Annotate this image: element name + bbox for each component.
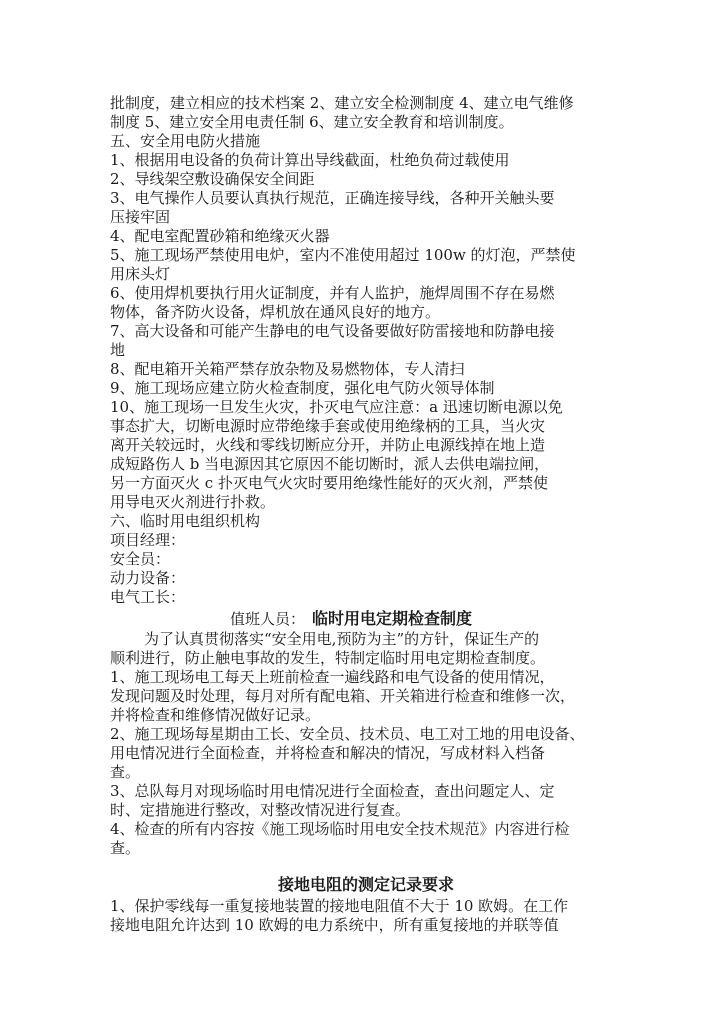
org-field-safety-officer: 安全员： — [110, 550, 171, 568]
text-line: 时、定措施进行整改，对整改情况进行复查。 — [110, 801, 411, 819]
text-line: 批制度，建立相应的技术档案 2、建立安全检测制度 4、建立电气维修 — [110, 94, 574, 112]
text-line: 4、检查的所有内容按《施工现场临时用电安全技术规范》内容进行检 — [110, 820, 570, 838]
text-line: 地 — [110, 341, 126, 359]
text-line: 查。 — [110, 839, 141, 857]
text-line: 物体，备齐防火设备，焊机放在通风良好的地方。 — [110, 303, 441, 321]
text-line: 制度 5、建立安全用电责任制 6、建立安全教育和培训制度。 — [110, 113, 514, 131]
text-line: 用导电灭火剂进行扑救。 — [110, 493, 276, 511]
text-line: 顺利进行，防止触电事故的发生，特制定临时用电定期检查制度。 — [110, 649, 546, 667]
text-line: 压接牢固 — [110, 208, 171, 226]
text-line: 4、配电室配置砂箱和绝缘灭火器 — [110, 227, 330, 245]
text-line: 9、施工现场应建立防火检查制度，强化电气防火领导体制 — [110, 379, 495, 397]
text-line: 用床头灯 — [110, 265, 171, 283]
grounding-section-title: 接地电阻的测定记录要求 — [277, 875, 454, 894]
text-line: 接地电阻允许达到 10 欧姆的电力系统中，所有重复接地的并联等值 — [110, 916, 559, 934]
text-line: 8、配电箱开关箱严禁存放杂物及易燃物体，专人清扫 — [110, 360, 465, 378]
text-line: 1、根据用电设备的负荷计算出导线截面，杜绝负荷过载使用 — [110, 151, 510, 169]
text-line: 1、保护零线每一重复接地装置的接地电阻值不大于 10 欧姆。在工作 — [110, 897, 569, 915]
org-field-electrical-foreman: 电气工长： — [110, 588, 186, 606]
section-heading: 六、临时用电组织机构 — [110, 512, 261, 530]
text-line: 5、施工现场严禁使用电炉，室内不准使用超过 100w 的灯泡，严禁使 — [110, 246, 576, 264]
text-line: 用电情况进行全面检查，并将检查和解决的情况，写成材料入档备 — [110, 744, 546, 762]
document-page — [110, 94, 622, 935]
text-line: 为了认真贯彻落实“安全用电,预防为主”的方针，保证生产的 — [144, 630, 540, 648]
text-line: 3、电气操作人员要认真执行规范，正确连接导线，各种开关触头要 — [110, 189, 555, 207]
text-line: 并将检查和维修情况做好记录。 — [110, 706, 321, 724]
text-block-inspection — [110, 630, 622, 858]
text-line: 发现问题及时处理，每月对所有配电箱、开关箱进行检查和维修一次， — [110, 687, 576, 705]
text-line: 3、总队每月对现场临时用电情况进行全面检查，查出问题定人、定 — [110, 782, 555, 800]
text-line: 2、导线架空敷设确保安全间距 — [110, 170, 315, 188]
text-line: 事态扩大，切断电源时应带绝缘手套或使用绝缘柄的工具，当火灾 — [110, 417, 546, 435]
text-line: 10、施工现场一旦发生火灾，扑灭电气应注意：a 迅速切断电源以免 — [110, 398, 563, 416]
duty-and-title-row — [110, 608, 622, 630]
org-field-power-equipment: 动力设备： — [110, 569, 186, 587]
text-line: 1、施工现场电工每天上班前检查一遍线路和电气设备的使用情况， — [110, 668, 555, 686]
inspection-section-title: 临时用电定期检查制度 — [312, 609, 473, 628]
text-block-grounding — [110, 897, 622, 935]
text-line: 6、使用焊机要执行用火证制度，并有人监护，施焊周围不存在易燃 — [110, 284, 555, 302]
text-line: 7、高大设备和可能产生静电的电气设备要做好防雷接地和防静电接 — [110, 322, 555, 340]
section-heading: 五、安全用电防火措施 — [110, 132, 261, 150]
org-field-duty-staff: 值班人员： — [230, 610, 306, 628]
text-block-safety-measures — [110, 94, 622, 607]
text-line: 2、施工现场每星期由工长、安全员、技术员、电工对工地的用电设备、 — [110, 725, 585, 743]
text-line: 离开关较远时，火线和零线切断应分开，并防止电源线掉在地上造 — [110, 436, 546, 454]
text-line: 另一方面灭火 c 扑灭电气火灾时要用绝缘性能好的灭火剂，严禁使 — [110, 474, 548, 492]
text-line: 成短路伤人 b 当电源因其它原因不能切断时，派人去供电端拉闸， — [110, 455, 550, 473]
text-line: 查。 — [110, 763, 141, 781]
org-field-project-manager: 项目经理： — [110, 531, 186, 549]
